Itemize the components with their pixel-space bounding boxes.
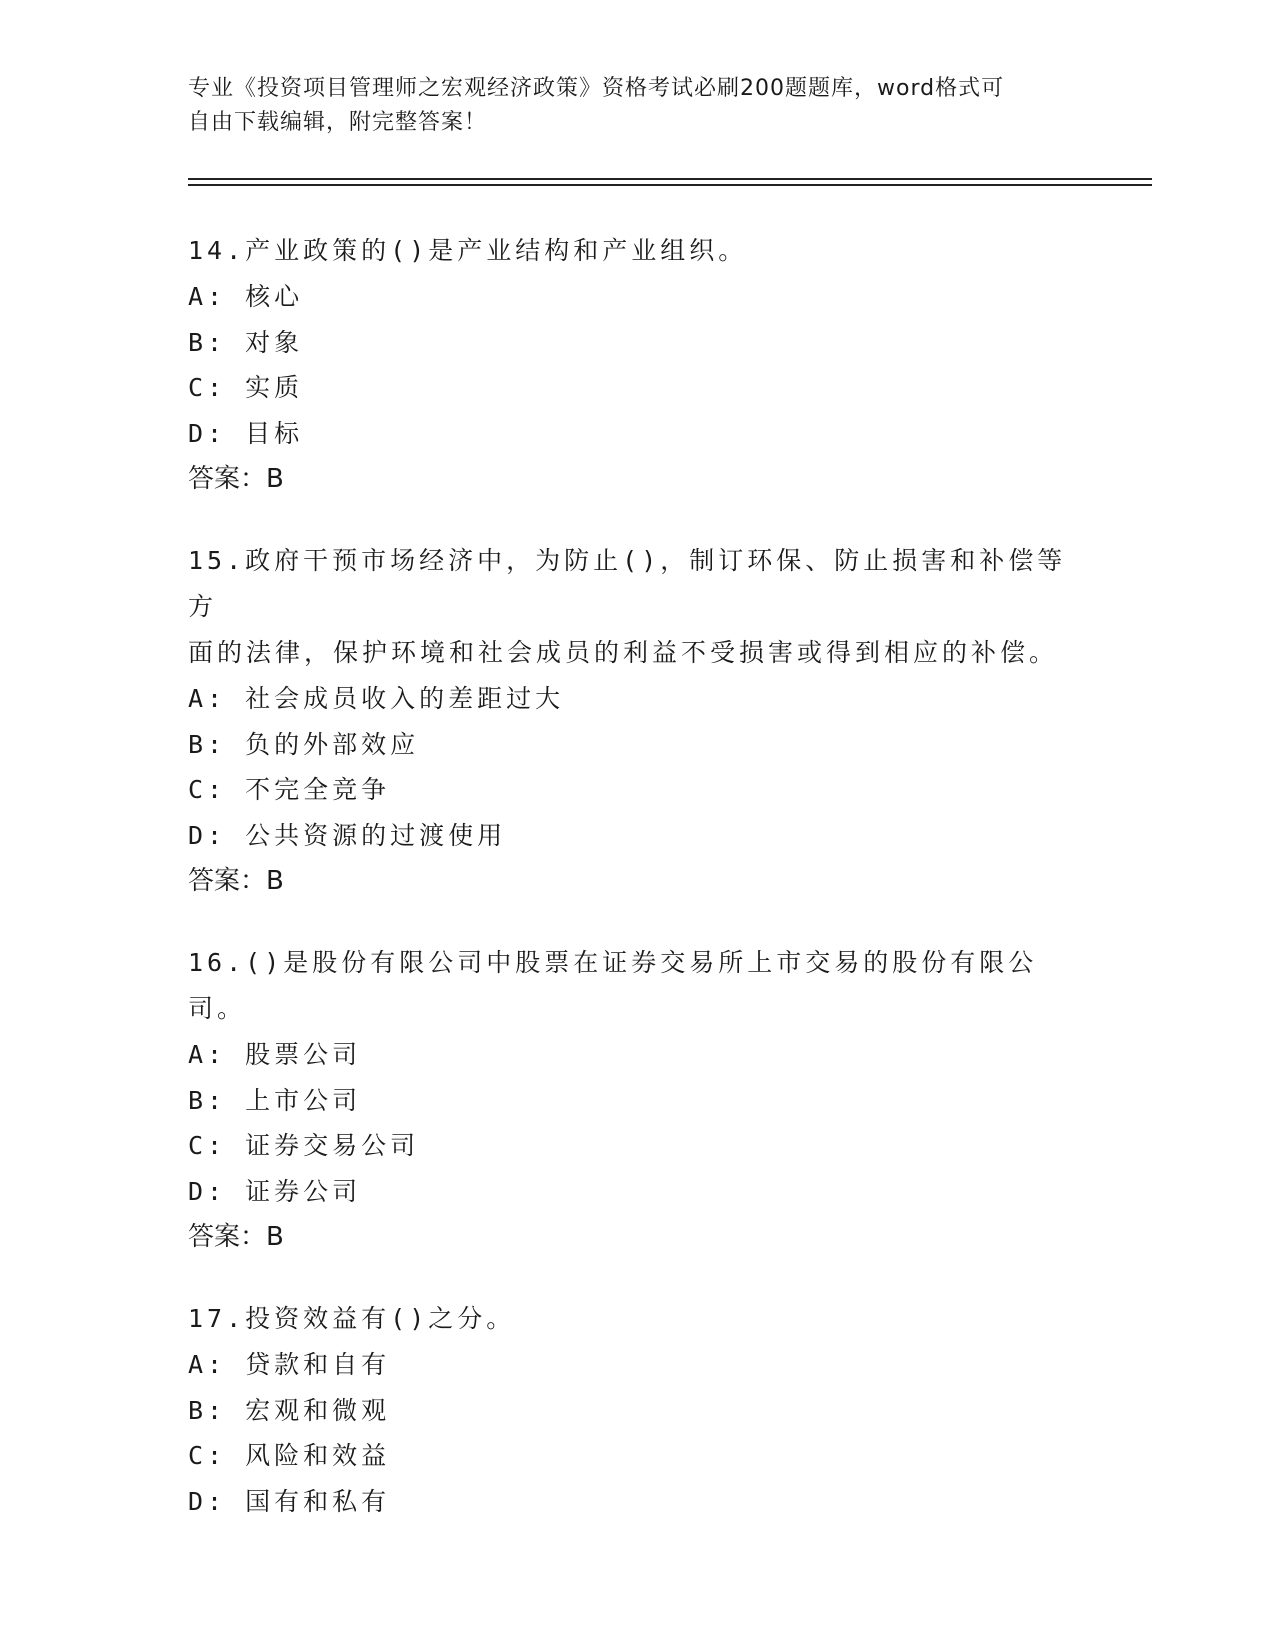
question-17 xyxy=(188,1296,1088,1524)
option-d: D: 国有和私有 xyxy=(188,1486,391,1516)
header-divider-top xyxy=(188,178,1152,180)
option-c: C: 证券交易公司 xyxy=(188,1131,420,1160)
answer-line: 答案：B xyxy=(188,1222,284,1252)
header-divider-bottom xyxy=(188,184,1152,186)
option-c: C: 不完全竞争 xyxy=(188,775,391,804)
option-d: D: 目标 xyxy=(188,418,304,448)
option-c: C: 风险和效益 xyxy=(188,1441,391,1470)
question-15 xyxy=(188,538,1088,904)
option-b: B: 对象 xyxy=(188,327,304,357)
option-c: C: 实质 xyxy=(188,373,304,402)
option-b: B: 宏观和微观 xyxy=(188,1395,391,1425)
question-stem: 17.投资效益有()之分。 xyxy=(188,1304,516,1333)
question-list xyxy=(188,228,1088,1560)
option-b: B: 上市公司 xyxy=(188,1085,362,1115)
header-title-line-1: 专业《投资项目管理师之宏观经济政策》资格考试必刷200题题库，word格式可 xyxy=(188,76,1005,101)
option-a: A: 社会成员收入的差距过大 xyxy=(188,684,565,713)
option-a: A: 股票公司 xyxy=(188,1040,362,1069)
answer-line: 答案：B xyxy=(188,464,284,494)
answer-line: 答案：B xyxy=(188,866,284,896)
question-stem: 14.产业政策的()是产业结构和产业组织。 xyxy=(188,236,748,265)
question-16 xyxy=(188,940,1088,1260)
header-title-line-2: 自由下载编辑，附完整答案！ xyxy=(188,110,488,135)
option-a: A: 核心 xyxy=(188,282,304,311)
question-14 xyxy=(188,228,1088,502)
option-d: D: 证券公司 xyxy=(188,1176,362,1206)
option-b: B: 负的外部效应 xyxy=(188,729,420,759)
question-stem-continued: 面的法律，保护环境和社会成员的利益不受损害或得到相应的补偿。 xyxy=(188,638,1059,667)
option-a: A: 贷款和自有 xyxy=(188,1350,391,1379)
question-stem: 15.政府干预市场经济中，为防止()，制订环保、防止损害和补偿等方 xyxy=(188,546,1067,621)
option-d: D: 公共资源的过渡使用 xyxy=(188,820,507,850)
question-stem: 16.()是股份有限公司中股票在证券交易所上市交易的股份有限公司。 xyxy=(188,948,1038,1023)
document-header xyxy=(188,72,1088,140)
